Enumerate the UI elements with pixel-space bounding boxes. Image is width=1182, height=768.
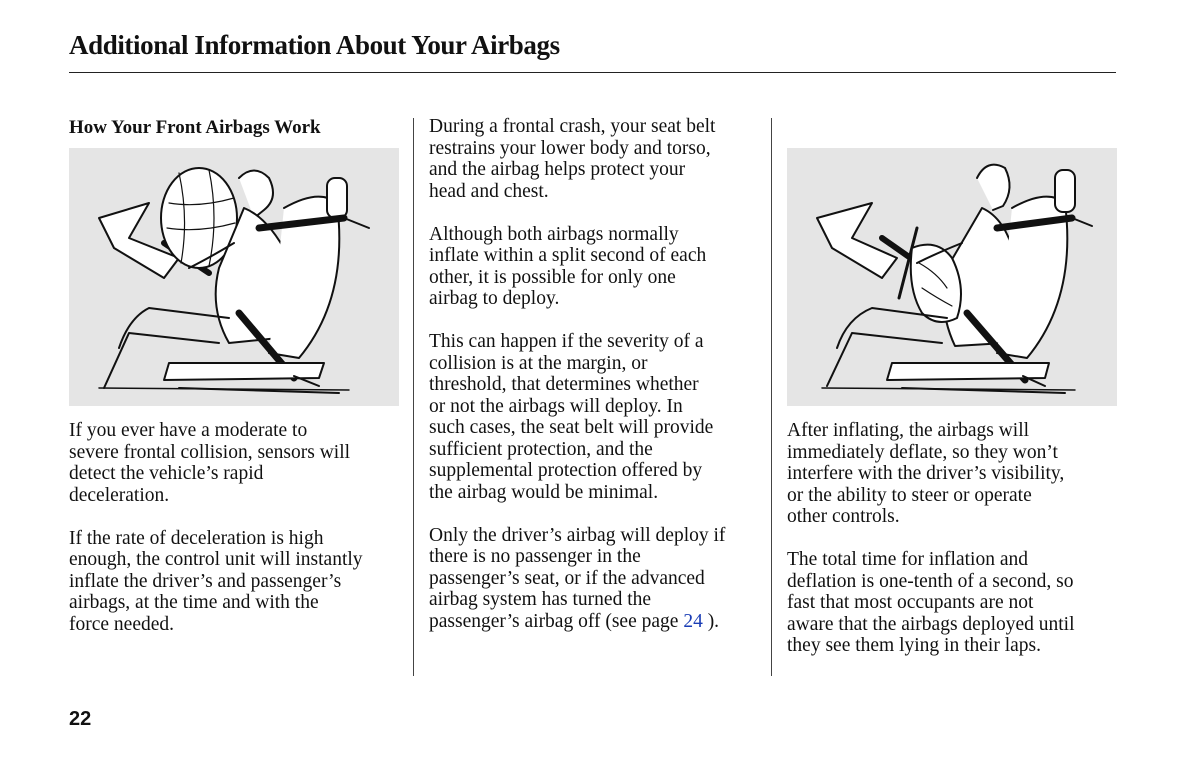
text-line: threshold, that determines whether xyxy=(429,374,699,395)
text-line: immediately deflate, so they won’t xyxy=(787,441,1058,463)
airbag-deflated-illustration xyxy=(787,148,1117,406)
text-line: or not the airbags will deploy. In xyxy=(429,395,683,417)
text-line: other, it is possible for only one xyxy=(429,266,676,288)
text-line: Although both airbags normally xyxy=(429,223,679,245)
section-heading: How Your Front Airbags Work xyxy=(69,117,321,138)
page-title: Additional Information About Your Airbags xyxy=(69,30,560,60)
paragraph xyxy=(429,224,764,310)
text-line: The total time for inflation and xyxy=(787,549,1028,570)
text-line: airbag to deploy. xyxy=(429,288,560,309)
text-line: there is no passenger in the xyxy=(429,546,641,567)
text-line: force needed. xyxy=(69,613,175,635)
text-line: severe frontal collision, sensors will xyxy=(69,441,351,463)
text-line: and the airbag helps protect your xyxy=(429,159,686,180)
text-line: restrains your lower body and torso, xyxy=(429,137,711,159)
text-line: collision is at the margin, or xyxy=(429,352,648,374)
text-line: airbag system has turned the xyxy=(429,589,652,610)
column-divider-left xyxy=(413,118,414,676)
paragraph xyxy=(429,525,764,633)
text-line: fast that most occupants are not xyxy=(787,592,1034,613)
text-line: inflate within a split second of each xyxy=(429,245,707,266)
text-line: If the rate of deceleration is high xyxy=(69,527,324,549)
text-line: supplemental protection offered by xyxy=(429,460,703,481)
airbag-inflated-illustration xyxy=(69,148,399,406)
text-line: deflation is one-tenth of a second, so xyxy=(787,570,1074,592)
text-line: inflate the driver’s and passenger’s xyxy=(69,570,342,592)
text-line: If you ever have a moderate to xyxy=(69,420,308,441)
text-line: detect the vehicle’s rapid xyxy=(69,463,264,484)
column-divider-right xyxy=(771,118,772,676)
text-line: aware that the airbags deployed until xyxy=(787,613,1075,635)
text-fragment: ). xyxy=(702,610,720,632)
column-2 xyxy=(429,116,764,654)
text-line xyxy=(429,611,764,633)
column-1 xyxy=(69,116,404,657)
paragraph xyxy=(787,420,1122,528)
text-line: or the ability to steer or operate xyxy=(787,484,1032,506)
paragraph xyxy=(787,549,1122,657)
text-line: This can happen if the severity of a xyxy=(429,331,704,352)
text-fragment: passenger’s airbag off (see page xyxy=(429,610,684,632)
text-line: airbags, at the time and with the xyxy=(69,592,319,613)
text-line: the airbag would be minimal. xyxy=(429,481,659,503)
text-line: deceleration. xyxy=(69,484,170,506)
paragraph xyxy=(429,331,764,503)
title-rule xyxy=(69,72,1116,73)
text-line: Only the driver’s airbag will deploy if xyxy=(429,524,726,546)
text-line: head and chest. xyxy=(429,180,549,202)
text-line: such cases, the seat belt will provide xyxy=(429,417,714,438)
column-3 xyxy=(787,116,1122,678)
paragraph xyxy=(429,116,764,202)
text-line: they see them lying in their laps. xyxy=(787,635,1041,656)
page-reference-link[interactable]: 24 xyxy=(683,610,703,632)
paragraph xyxy=(69,528,404,636)
paragraph xyxy=(69,420,404,506)
text-line: other controls. xyxy=(787,506,900,527)
text-line: sufficient protection, and the xyxy=(429,438,653,460)
text-line: interfere with the driver’s visibility, xyxy=(787,463,1065,484)
text-line: passenger’s seat, or if the advanced xyxy=(429,567,705,589)
page-number: 22 xyxy=(69,708,92,730)
text-line: After inflating, the airbags will xyxy=(787,420,1030,441)
text-line: enough, the control unit will instantly xyxy=(69,549,363,570)
text-line: During a frontal crash, your seat belt xyxy=(429,116,716,137)
